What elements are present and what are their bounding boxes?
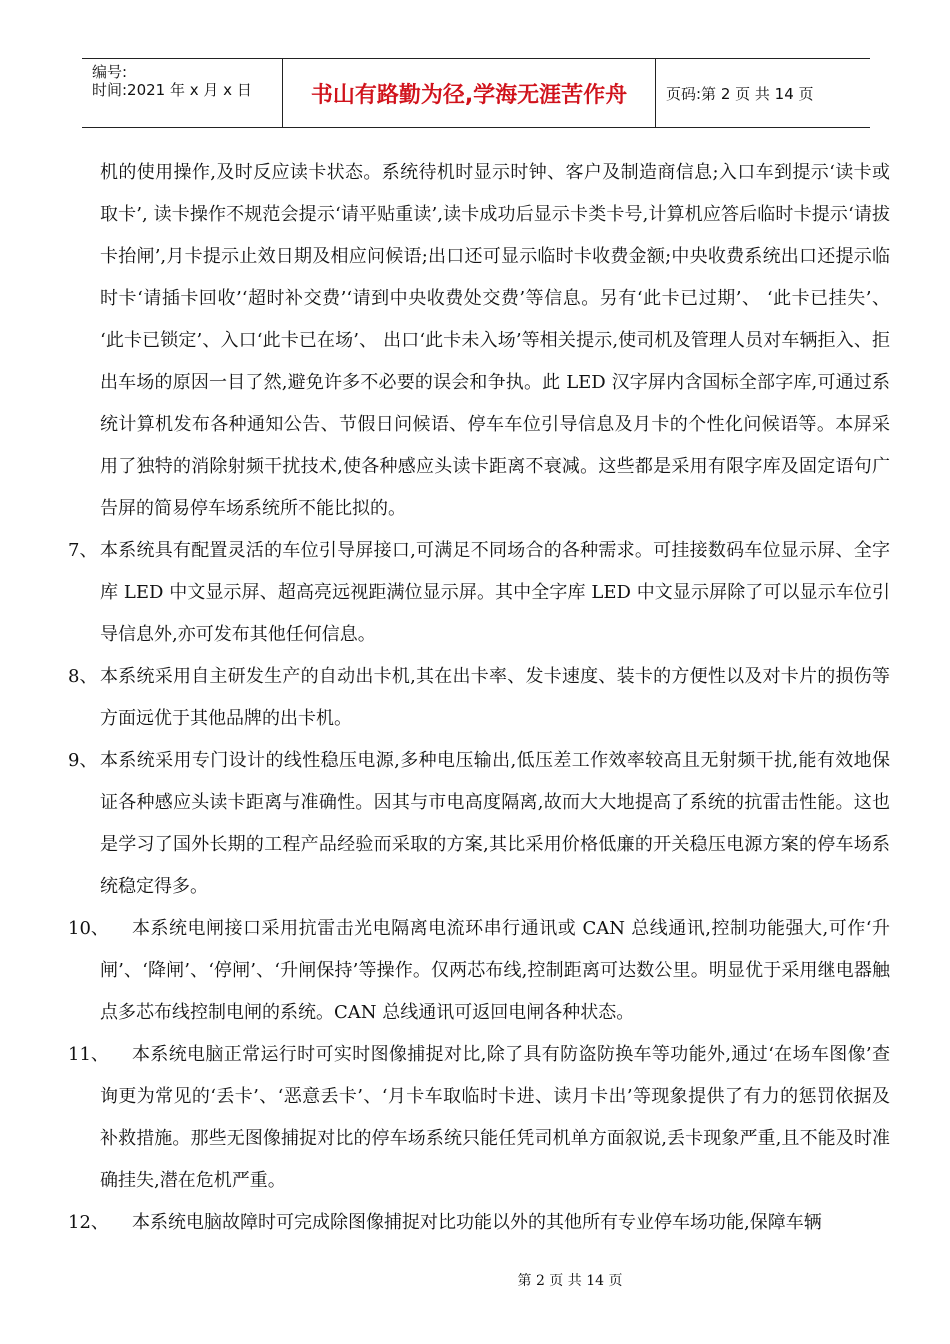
continued-paragraph: 机的使用操作,及时反应读卡状态。系统待机时显示时钟、客户及制造商信息;入口车到提示‘读卡或取卡’, 读卡操作不规范会提示‘请平贴重读’,读卡成功后显示卡类卡号,计算机应答后临时卡提示‘请拔卡抬闸’,月卡提示止效日期及相应问候语;出口还可显示临时卡收费金额;中央收费系统出口还提示临时卡‘请插卡回收’‘超时补交费’‘请到中央收费处交费’等信息。另有‘此卡已过期’、 ‘此卡已挂失’、 ‘此卡已锁定’、入口‘此卡已在场’、 出口‘此卡未入场’等相关提示,使司机及管理人员对车辆拒入、拒出车场的原因一目了然,避免许多不必要的误会和争执。此 LED 汉字屏内含国标全部字库,可通过系统计算机发布各种通知公告、节假日问候语、停车车位引导信息及月卡的个性化问候语等。本屏采用了独特的消除射频干扰技术,使各种感应头读卡距离不衰减。这些都是采用有限字库及固定语句广告屏的简易停车场系统所不能比拟的。 bbox=[100, 162, 890, 519]
list-item bbox=[68, 656, 890, 740]
list-item-number: 12、 bbox=[68, 1212, 109, 1233]
page-header bbox=[82, 58, 870, 128]
list-item-text: 本系统电脑故障时可完成除图像捕捉对比功能以外的其他所有专业停车场功能,保障车辆 bbox=[132, 1212, 822, 1233]
list-item-number: 11、 bbox=[68, 1044, 109, 1065]
list-item-text: 本系统采用专门设计的线性稳压电源,多种电压输出,低压差工作效率较高且无射频干扰,能有效地保证各种感应头读卡距离与准确性。因其与市电高度隔离,故而大大地提高了系统的抗雷击性能。这也是学习了国外长期的工程产品经验而采取的方案,其比采用价格低廉的开关稳压电源方案的停车场系统稳定得多。 bbox=[100, 750, 890, 897]
list-item bbox=[68, 740, 890, 908]
document-number-label: 编号: bbox=[92, 63, 128, 81]
list-item bbox=[68, 908, 890, 1034]
list-item bbox=[68, 1034, 890, 1202]
list-item-text: 本系统具有配置灵活的车位引导屏接口,可满足不同场合的各种需求。可挂接数码车位显示屏、全字库 LED 中文显示屏、超高亮远视距满位显示屏。其中全字库 LED 中文显示屏除了可以显示车位引导信息外,亦可发布其他任何信息。 bbox=[100, 540, 890, 645]
list-item-text: 本系统采用自主研发生产的自动出卡机,其在出卡率、发卡速度、装卡的方便性以及对卡片的损伤等方面远优于其他品牌的出卡机。 bbox=[100, 666, 890, 729]
list-item-number: 8、 bbox=[68, 666, 98, 687]
list-item-number: 10、 bbox=[68, 918, 109, 939]
document-body bbox=[68, 152, 890, 1244]
list-item-text: 本系统电闸接口采用抗雷击光电隔离电流环串行通讯或 CAN 总线通讯,控制功能强大,可作‘升闸’、‘降闸’、‘停闸’、‘升闸保持’等操作。仅两芯布线,控制距离可达数公里。明显优于采用继电器触点多芯布线控制电闸的系统。CAN 总线通讯可返回电闸各种状态。 bbox=[100, 918, 890, 1023]
list-item-text: 本系统电脑正常运行时可实时图像捕捉对比,除了具有防盗防换车等功能外,通过‘在场车图像’查询更为常见的‘丢卡’、‘恶意丢卡’、‘月卡车取临时卡进、读月卡出’等现象提供了有力的惩罚依据及补救措施。那些无图像捕捉对比的停车场系统只能任凭司机单方面叙说,丢卡现象严重,且不能及时准确挂失,潜在危机严重。 bbox=[100, 1044, 890, 1191]
document-time-label: 时间:2021 年 x 月 x 日 bbox=[92, 81, 252, 99]
header-meta bbox=[82, 59, 282, 127]
list-item bbox=[68, 1202, 890, 1244]
header-motto: 书山有路勤为径,学海无涯苦作舟 bbox=[282, 59, 656, 127]
list-item bbox=[68, 530, 890, 656]
page-footer: 第 2 页 共 14 页 bbox=[517, 1273, 623, 1289]
list-item-number: 7、 bbox=[68, 540, 98, 561]
header-page-info: 页码:第 2 页 共 14 页 bbox=[666, 84, 814, 103]
list-item-number: 9、 bbox=[68, 750, 98, 771]
